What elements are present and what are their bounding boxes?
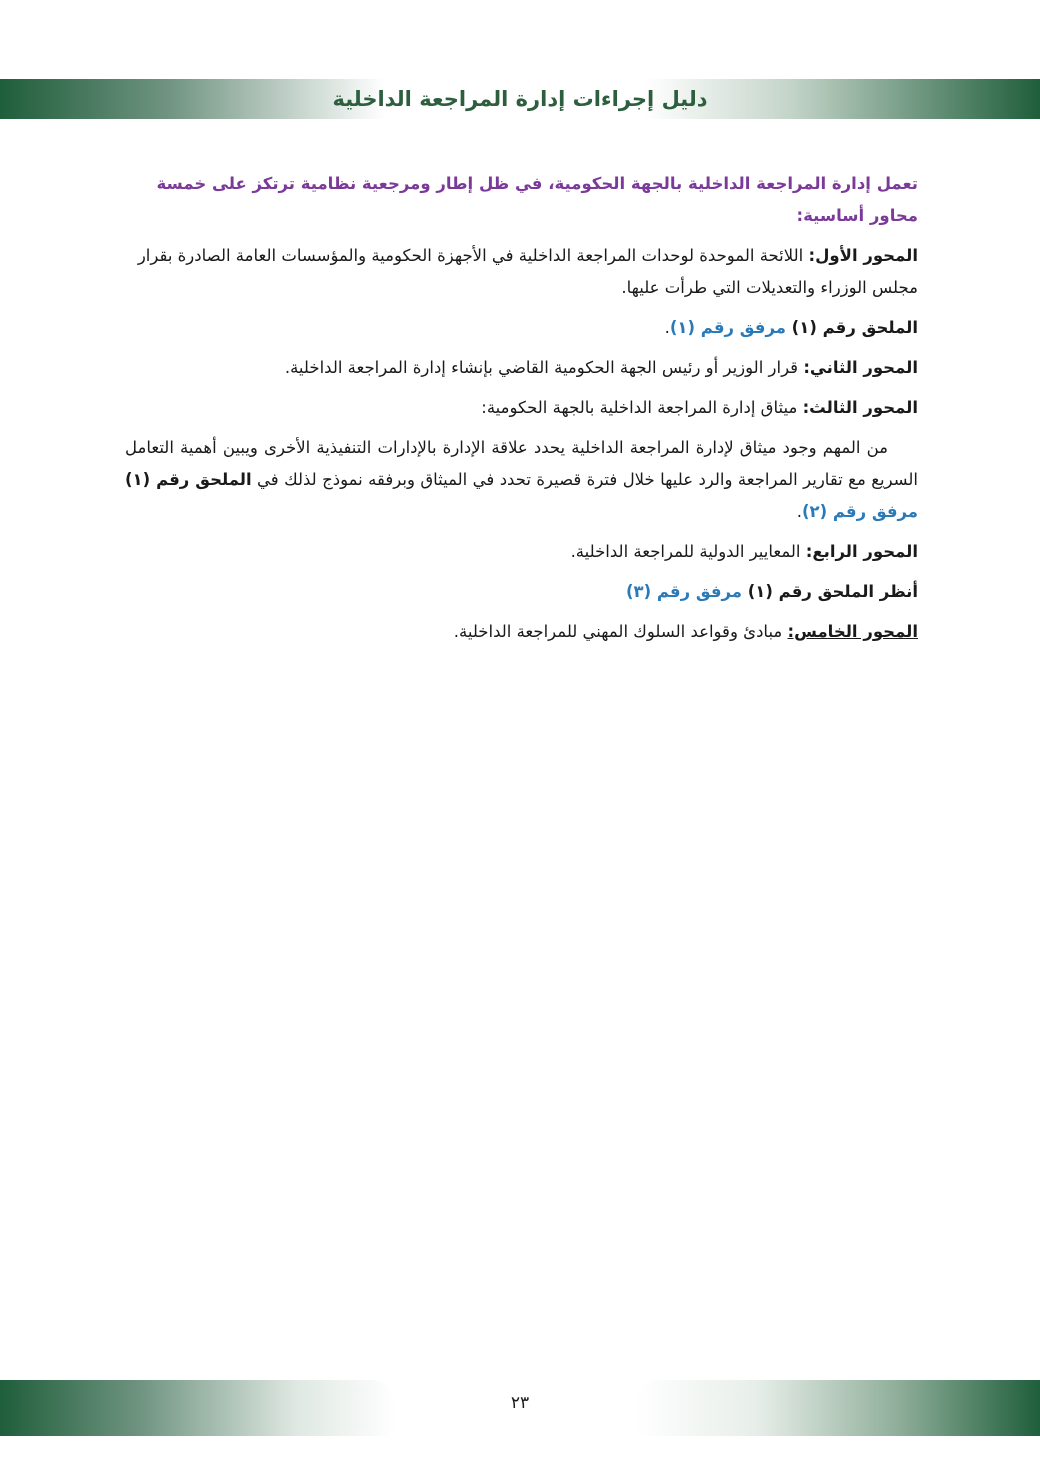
charter-appendix-label: الملحق رقم (١) xyxy=(125,470,252,489)
axis-3-text: ميثاق إدارة المراجعة الداخلية بالجهة الحكومية: xyxy=(481,398,803,417)
charter-text: من المهم وجود ميثاق لإدارة المراجعة الداخلية يحدد علاقة الإدارة بالإدارات التنفيذية الأخرى ويبين أهمية التعامل السريع مع تقارير المراجعة والرد عليها خلال فترة قصيرة تحدد في الميثاق وبرفقه نموذج لذلك في xyxy=(125,438,919,489)
page-number: ٢٣ xyxy=(510,1393,530,1413)
axis-4-text: المعايير الدولية للمراجعة الداخلية. xyxy=(570,542,806,561)
charter-end: . xyxy=(796,502,802,521)
axis-1-text: اللائحة الموحدة لوحدات المراجعة الداخلية في الأجهزة الحكومية والمؤسسات العامة الصادرة بقرار مجلس الوزراء والتعديلات التي طرأت عليها. xyxy=(137,246,918,297)
page-header-title: دليل إجراءات إدارة المراجعة الداخلية xyxy=(332,87,708,111)
appendix-3-label: أنظر الملحق رقم (١) xyxy=(742,582,918,601)
axis-4-paragraph xyxy=(125,536,918,568)
charter-paragraph xyxy=(125,432,918,528)
axis-5-text: مبادئ وقواعد السلوك المهني للمراجعة الداخلية. xyxy=(453,622,788,641)
appendix-1-label: الملحق رقم (١) xyxy=(785,318,918,337)
attachment-1-link[interactable]: مرفق رقم (١) xyxy=(669,318,786,337)
axis-5-label: المحور الخامس: xyxy=(787,622,918,641)
appendix-1-end: . xyxy=(664,318,670,337)
appendix-1-reference xyxy=(125,312,918,344)
attachment-2-link[interactable]: مرفق رقم (٢) xyxy=(801,502,918,521)
axis-1-label: المحور الأول: xyxy=(808,246,918,265)
axis-2-label: المحور الثاني: xyxy=(803,358,918,377)
appendix-3-reference xyxy=(125,576,918,608)
axis-5-paragraph xyxy=(125,616,918,648)
axis-4-label: المحور الرابع: xyxy=(805,542,918,561)
axis-2-text: قرار الوزير أو رئيس الجهة الحكومية القاضي بإنشاء إدارة المراجعة الداخلية. xyxy=(284,358,804,377)
intro-paragraph: تعمل إدارة المراجعة الداخلية بالجهة الحكومية، في ظل إطار ومرجعية نظامية ترتكز على خمسة محاور أساسية: xyxy=(156,174,918,225)
attachment-3-link[interactable]: مرفق رقم (٣) xyxy=(625,582,742,601)
axis-3-paragraph xyxy=(125,392,918,424)
axis-2-paragraph xyxy=(125,352,918,384)
document-body xyxy=(125,168,918,656)
axis-3-label: المحور الثالث: xyxy=(802,398,918,417)
axis-1-paragraph xyxy=(125,240,918,304)
